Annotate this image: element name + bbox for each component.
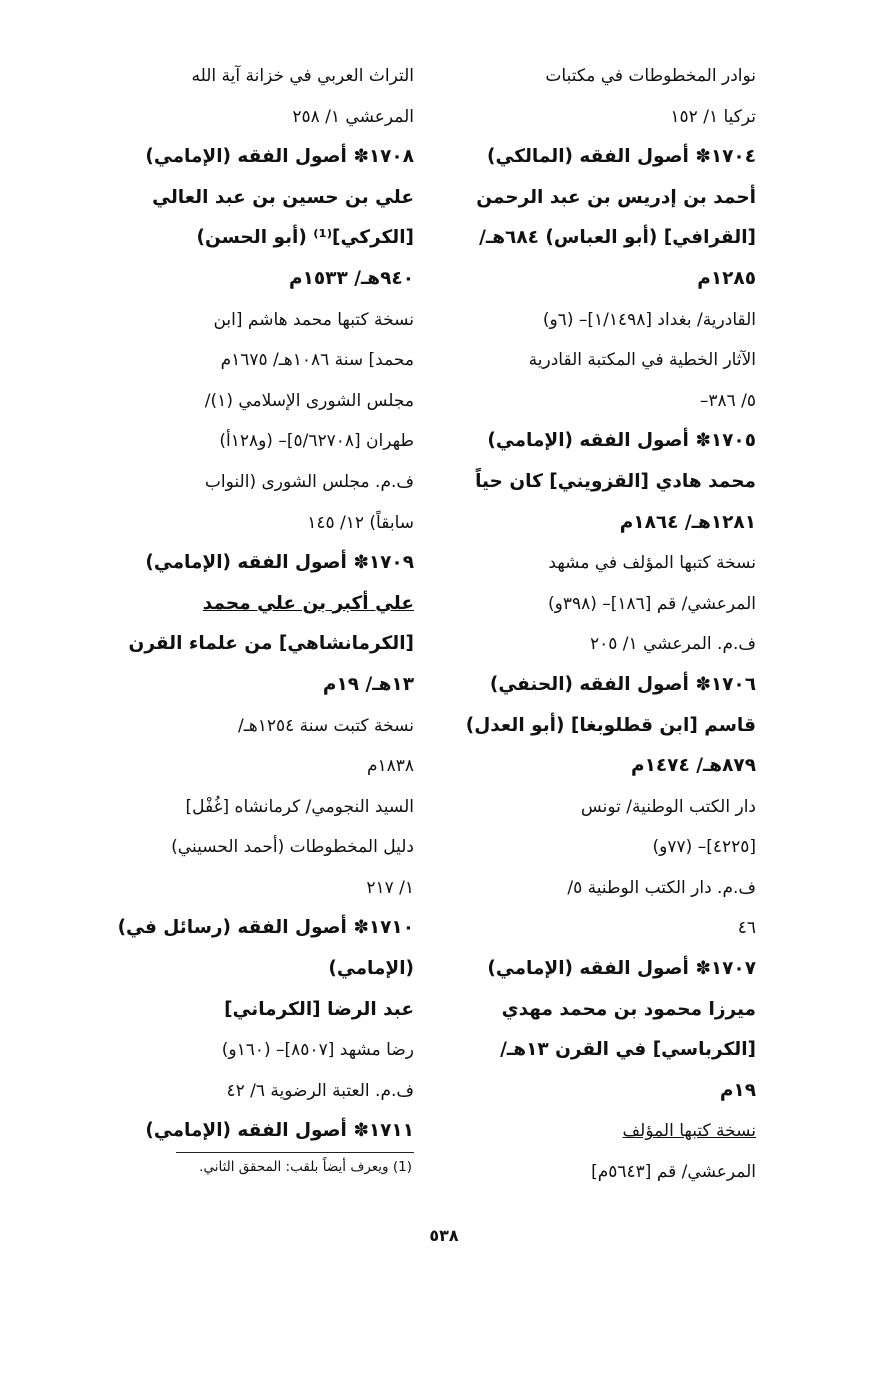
entry-heading-line: ١٧٠٧✽ أصول الفقه (الإمامي) xyxy=(487,958,756,980)
entry-heading-line: ١٧١٠✽ أصول الفقه (رسائل في) xyxy=(117,917,414,939)
entry-text-line: الآثار الخطية في المكتبة القادرية xyxy=(528,350,756,371)
entry-heading-line: ٩٤٠هـ/ ١٥٣٣م xyxy=(289,267,414,289)
right-text-column xyxy=(466,56,756,1193)
entry-heading-line: ١٢٨٥م xyxy=(697,267,756,289)
entry-text-line: ف.م. دار الكتب الوطنية ٥/ xyxy=(567,877,756,898)
entry-heading-line: ١٢٨١هـ/ ١٨٦٤م xyxy=(619,511,756,533)
entry-text-line: دار الكتب الوطنية/ تونس xyxy=(580,796,756,817)
entry-text-line: طهران [٥/٦٢٧٠٨]– (و١٢٨أ) xyxy=(219,431,414,452)
entry-text-line: السيد النجومي/ كرمانشاه [غُفْل] xyxy=(185,796,414,817)
entry-heading-line: ١٩م xyxy=(719,1079,756,1101)
entry-text-line: تركيا ١/ ١٥٢ xyxy=(670,106,756,127)
left-text-column xyxy=(82,56,414,1152)
entry-heading-line: قاسم [ابن قطلوبغا] (أبو العدل) xyxy=(466,714,756,736)
entry-text-line: نوادر المخطوطات في مكتبات xyxy=(545,66,756,86)
entry-heading-line: ٨٧٩هـ/ ١٤٧٤م xyxy=(631,755,756,777)
entry-text-line: القادرية/ بغداد [١/١٤٩٨]– (٦و) xyxy=(542,309,756,330)
entry-heading-line: (الإمامي) xyxy=(328,958,414,980)
entry-heading-line: ١٣هـ/ ١٩م xyxy=(322,673,414,695)
entry-text-line: نسخة كتبها المؤلف في مشهد xyxy=(548,553,756,574)
entry-heading-line: عبد الرضا [الكرماني] xyxy=(224,998,414,1020)
entry-text-line: ف.م. العتبة الرضوية ٦/ ٤٢ xyxy=(226,1080,414,1101)
entry-text-line: دليل المخطوطات (أحمد الحسيني) xyxy=(171,837,414,858)
entry-text-line: [٤٢٢٥]– (٧٧و) xyxy=(652,837,756,858)
entry-text-line: نسخة كتبها المؤلف xyxy=(622,1121,756,1142)
entry-heading-line: محمد هادي [القزويني] كان حياً xyxy=(475,470,756,492)
entry-text-line: المرعشي ١/ ٢٥٨ xyxy=(292,106,414,127)
entry-text-line: نسخة كتبت سنة ١٢٥٤هـ/ xyxy=(238,715,414,736)
entry-text-line: ف.م. المرعشي ١/ ٢٠٥ xyxy=(589,634,756,655)
entry-text-line: التراث العربي في خزانة آية الله xyxy=(191,66,414,86)
entry-heading-line: ١٧٠٨✽ أصول الفقه (الإمامي) xyxy=(145,146,414,168)
entry-heading-line: ١٧٠٤✽ أصول الفقه (المالكي) xyxy=(487,146,756,168)
entry-text-line: ف.م. مجلس الشورى (النواب xyxy=(204,471,414,492)
entry-heading-line: ميرزا محمود بن محمد مهدي xyxy=(501,998,756,1020)
entry-text-line: ٥/ ٣٨٦– xyxy=(699,390,756,411)
entry-text-line: ٤٦ xyxy=(737,918,756,939)
entry-text-line: ١٨٣٨م xyxy=(366,756,414,777)
entry-heading-line: علي أكبر بن علي محمد xyxy=(202,592,414,614)
footnote-separator xyxy=(176,1152,414,1153)
entry-text-line: رضا مشهد [٨٥٠٧]– (١٦٠و) xyxy=(221,1040,414,1061)
entry-heading-line: ١٧٠٦✽ أصول الفقه (الحنفي) xyxy=(489,673,756,695)
entry-text-line: ١/ ٢١٧ xyxy=(366,877,414,898)
entry-heading-line: [الكرمانشاهي] من علماء القرن xyxy=(128,633,414,655)
entry-text-line: نسخة كتبها محمد هاشم [ابن xyxy=(213,309,414,330)
entry-heading-line: [القرافي] (أبو العباس) ٦٨٤هـ/ xyxy=(479,227,756,249)
entry-heading-line: ١٧٠٥✽ أصول الفقه (الإمامي) xyxy=(487,430,756,452)
entry-text-line: المرعشي/ قم [١٨٦]– (٣٩٨و) xyxy=(547,593,756,614)
entry-heading-line: [الكركي]⁽¹⁾ (أبو الحسن) xyxy=(196,227,414,249)
entry-text-line: مجلس الشورى الإسلامي (١)/ xyxy=(204,390,414,411)
entry-text-line: المرعشي/ قم [٥٦٤٣م] xyxy=(591,1162,756,1183)
entry-text-line: سابقاً) ١٢/ ١٤٥ xyxy=(307,512,414,533)
entry-heading-line: [الكرباسي] في القرن ١٣هـ/ xyxy=(500,1039,756,1061)
entry-heading-line: ١٧١١✽ أصول الفقه (الإمامي) xyxy=(145,1120,414,1142)
entry-heading-line: أحمد بن إدريس بن عبد الرحمن xyxy=(476,186,756,208)
page-number: ٥٣٨ xyxy=(429,1226,459,1245)
entry-text-line: محمد] سنة ١٠٨٦هـ/ ١٦٧٥م xyxy=(220,350,414,371)
entry-heading-line: ١٧٠٩✽ أصول الفقه (الإمامي) xyxy=(145,552,414,574)
entry-heading-line: علي بن حسين بن عبد العالي xyxy=(152,186,414,208)
footnote: (1) ويعرف أيضاً بلقب: المحقق الثاني. xyxy=(199,1159,412,1175)
